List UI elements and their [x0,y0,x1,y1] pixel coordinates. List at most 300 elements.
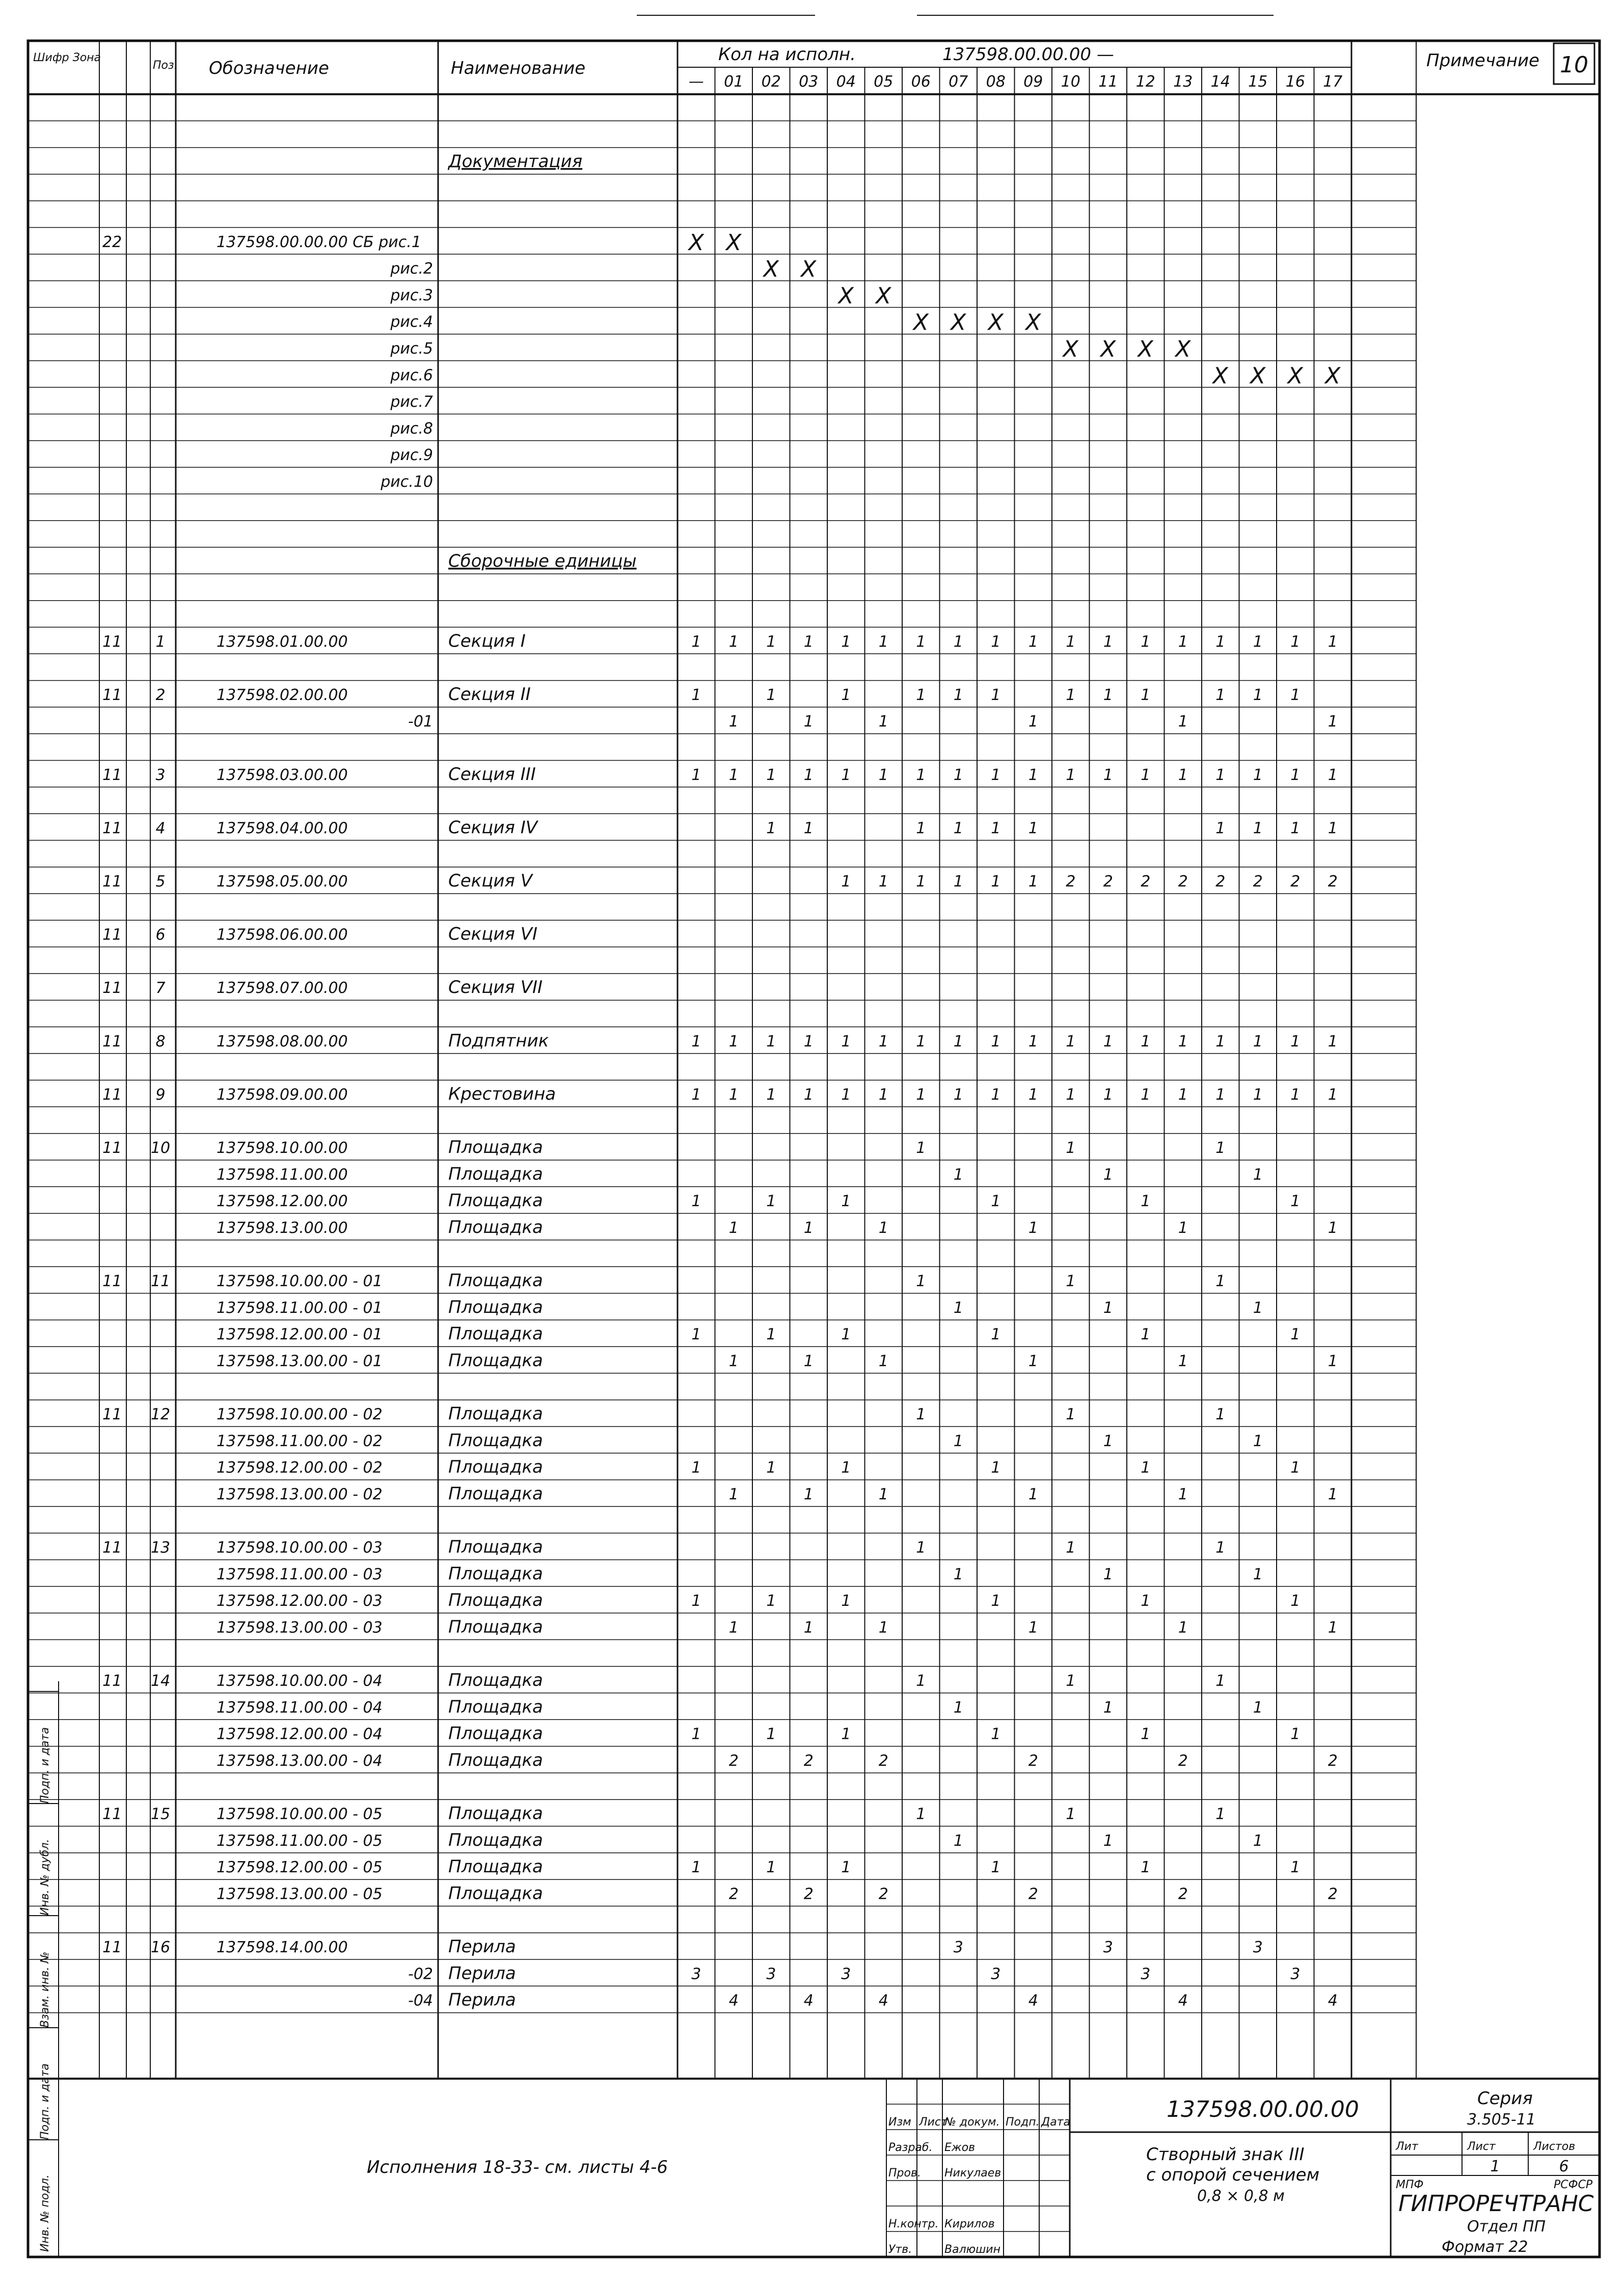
variant-qty: 1 [1141,686,1151,704]
variant-qty: 1 [1290,633,1301,651]
row-designation: 137598.12.00.00 - 05 [216,1859,383,1877]
variant-qty: 1 [991,633,1001,651]
variant-qty: 1 [1290,1326,1301,1344]
variant-qty: 1 [1141,766,1151,784]
variant-qty: 1 [1028,713,1038,731]
variant-qty: 1 [953,1032,963,1051]
variant-qty: 1 [1141,1592,1151,1610]
variant-qty: 1 [841,1086,851,1104]
format-column-header: Шифр Зона [33,51,101,64]
stamp-header: № докум. [944,2116,1000,2129]
variant-qty: 1 [1253,686,1263,704]
variant-mark-x: X [1175,336,1191,362]
variant-qty: 1 [991,1192,1001,1211]
variant-qty: 1 [1328,1086,1338,1104]
variant-qty: 1 [841,1592,851,1610]
variant-qty: 1 [1066,633,1076,651]
row-name: Площадка [448,1297,543,1317]
row-name: Перила [448,1963,516,1984]
row-designation: 137598.13.00.00 - 01 [216,1352,383,1370]
variant-qty: 1 [1103,1432,1113,1450]
variant-qty: 1 [991,873,1001,891]
variant-qty: 1 [691,1326,701,1344]
row-name: Площадка [448,1457,543,1477]
row-name: Секция VI [448,924,537,945]
variant-mark-x: X [763,256,779,283]
section-heading: Сборочные единицы [448,551,637,572]
variant-qty: 1 [1215,1272,1226,1290]
variant-qty: 1 [841,766,851,784]
variant-qty: 1 [991,819,1001,838]
variant-qty: 1 [1066,1086,1076,1104]
variant-qty: 1 [1215,633,1226,651]
variant-qty: 1 [1328,819,1338,838]
variant-header-3: 03 [799,73,819,91]
row-format: 11 [102,979,122,998]
row-name: Площадка [448,1350,543,1371]
row-designation: рис.4 [390,313,433,331]
variant-qty: 1 [878,633,888,651]
variant-qty: 1 [1103,633,1113,651]
side-label: Инв. № дубл. [39,1839,51,1916]
variant-qty: 1 [803,1619,814,1637]
sheet-number: 10 [1560,52,1588,78]
variant-qty: 1 [803,1352,814,1370]
variant-qty: 3 [1103,1939,1113,1956]
row-position: 14 [150,1672,171,1690]
row-name: Секция II [448,684,531,705]
variant-qty: 1 [1066,1539,1076,1557]
variant-qty: 1 [803,1485,814,1503]
variant-qty: 3 [991,1965,1001,1983]
variant-qty: 2 [1028,1752,1038,1770]
variant-qty: 3 [1290,1965,1301,1983]
variant-qty: 1 [1215,1672,1226,1690]
org-department: Отдел ПП [1467,2218,1546,2236]
variant-qty: 1 [991,686,1001,704]
series-value: 3.505-11 [1467,2111,1536,2129]
row-designation: рис.6 [390,366,433,385]
variant-qty: 1 [766,1725,776,1743]
variant-qty: 1 [1028,1485,1038,1503]
variant-qty: 1 [953,1166,963,1184]
variant-header-6: 06 [911,73,931,91]
variant-qty: 1 [691,1459,701,1477]
side-label: Подп. и дата [39,2063,51,2140]
variant-qty: 1 [1028,633,1038,651]
variant-qty: 1 [1215,1139,1226,1157]
row-format: 11 [102,1539,122,1557]
variant-header-1: 01 [724,73,744,91]
row-name: Секция IV [448,817,537,838]
variant-header-8: 08 [986,73,1006,91]
series-label: Серия [1477,2088,1533,2109]
variant-qty: 1 [878,1086,888,1104]
variant-qty: 1 [691,633,701,651]
row-name: Площадка [448,1537,543,1557]
variant-qty: 1 [1028,1352,1038,1370]
variant-header-0: — [688,73,704,91]
variant-qty: 1 [1178,1352,1188,1370]
row-designation: 137598.13.00.00 - 04 [216,1752,383,1770]
variant-qty: 2 [1178,873,1188,891]
variant-qty: 3 [1253,1939,1263,1956]
sheets-value: 6 [1559,2158,1569,2175]
variant-qty: 1 [1178,766,1188,784]
variant-mark-x: X [1325,363,1341,389]
row-name: Площадка [448,1670,543,1690]
variant-qty: 3 [841,1965,851,1983]
row-position: 10 [150,1139,171,1157]
variant-header-2: 02 [761,73,781,91]
variant-qty: 1 [953,766,963,784]
variant-qty: 1 [1103,1832,1113,1850]
stamp-header: Подп. [1006,2116,1040,2129]
stamp-role: Разраб. [888,2141,933,2154]
variant-qty: 1 [1290,1725,1301,1743]
variant-qty: 1 [878,1352,888,1370]
stamp-role: Пров. [888,2167,921,2180]
variant-qty: 1 [691,1192,701,1211]
variant-qty: 1 [1253,1565,1263,1583]
row-designation: рис.7 [390,393,433,411]
variant-mark-x: X [1250,363,1266,389]
variant-qty: 1 [1066,1805,1076,1823]
variant-qty: 1 [1178,1219,1188,1237]
variant-qty: 1 [1178,713,1188,731]
row-designation: 137598.12.00.00 - 03 [216,1592,383,1610]
row-name: Секция I [448,631,526,652]
variant-qty: 1 [878,1485,888,1503]
row-name: Площадка [448,1430,543,1451]
variant-qty: 2 [803,1752,814,1770]
variant-qty: 1 [803,1032,814,1051]
variant-qty: 1 [1178,1032,1188,1051]
variant-mark-x: X [1063,336,1078,362]
variant-qty: 3 [1141,1965,1151,1983]
variant-header-14: 14 [1210,73,1230,91]
variant-qty: 1 [1066,1139,1076,1157]
variant-qty: 1 [916,1406,926,1423]
variant-qty: 1 [841,1725,851,1743]
variant-qty: 3 [953,1939,963,1956]
row-designation: 137598.11.00.00 - 03 [216,1565,383,1583]
variant-qty: 4 [1028,1992,1038,2010]
variant-qty: 2 [1290,873,1301,891]
variant-qty: 1 [953,1832,963,1850]
variant-qty: 1 [1215,686,1226,704]
variant-qty: 1 [1141,1859,1151,1877]
variant-qty: 1 [766,1326,776,1344]
variant-qty: 2 [803,1885,814,1903]
row-name: Площадка [448,1217,543,1238]
note-column-header: Примечание [1426,50,1539,71]
variant-qty: 1 [1290,1459,1301,1477]
row-designation: 137598.02.00.00 [216,686,348,704]
variant-qty: 1 [1103,1086,1113,1104]
row-position: 13 [150,1539,171,1557]
row-name: Площадка [448,1270,543,1291]
row-name: Площадка [448,1483,543,1504]
section-heading: Документация [448,151,583,172]
row-format: 11 [102,1939,122,1956]
row-format: 11 [102,1672,122,1690]
variant-qty: 1 [728,1485,739,1503]
row-name: Площадка [448,1137,543,1158]
variant-qty: 2 [1141,873,1151,891]
variant-qty: 1 [728,713,739,731]
pos-column-header: Поз. [153,59,178,72]
variant-qty: 1 [991,1592,1001,1610]
variant-header-11: 11 [1098,73,1118,91]
variant-qty: 2 [878,1885,888,1903]
variant-qty: 1 [1215,1539,1226,1557]
row-designation: 137598.11.00.00 - 02 [216,1432,383,1450]
variant-qty: 1 [878,873,888,891]
row-format: 11 [102,1406,122,1423]
row-position: 12 [150,1406,171,1423]
variant-qty: 1 [1066,1406,1076,1423]
variant-qty: 1 [916,766,926,784]
variant-qty: 1 [728,766,739,784]
variant-qty: 1 [1141,1459,1151,1477]
variant-qty: 1 [1103,766,1113,784]
row-name: Секция V [448,871,532,891]
variant-qty: 1 [766,1192,776,1211]
row-format: 11 [102,1272,122,1290]
title-line-2: с опорой сечением [1146,2165,1320,2185]
variant-qty: 3 [766,1965,776,1983]
row-designation: 137598.14.00.00 [216,1939,348,1956]
variant-qty: 1 [691,1859,701,1877]
row-name: Площадка [448,1617,543,1637]
sheets-label: Листов [1533,2140,1576,2153]
variant-mark-x: X [801,256,817,283]
row-name: Перила [448,1937,516,1957]
row-format: 11 [102,819,122,838]
variant-header-4: 04 [836,73,856,91]
variant-qty: 1 [841,686,851,704]
variant-qty: 1 [841,1032,851,1051]
variant-mark-x: X [838,283,854,309]
row-designation: 137598.10.00.00 - 05 [216,1805,383,1823]
row-designation: 137598.04.00.00 [216,819,348,838]
variant-qty: 1 [728,1032,739,1051]
stamp-header: Изм [888,2116,911,2129]
row-designation: 137598.08.00.00 [216,1032,348,1051]
sheet-format: Формат 22 [1442,2238,1528,2256]
variant-qty: 1 [803,1086,814,1104]
variant-qty: 2 [1253,873,1263,891]
variant-qty: 1 [1103,1032,1113,1051]
row-designation: 137598.01.00.00 [216,633,348,651]
variant-qty: 4 [803,1992,814,2010]
variant-header-16: 16 [1285,73,1305,91]
variant-qty: 1 [1178,1086,1188,1104]
variant-qty: 1 [1290,819,1301,838]
row-position: 16 [150,1939,171,1956]
qty-base-designation: 137598.00.00.00 — [942,44,1114,65]
variant-header-13: 13 [1173,73,1193,91]
variant-qty: 1 [1028,1619,1038,1637]
variant-header-7: 07 [949,73,968,91]
variant-qty: 1 [1103,1166,1113,1184]
variant-qty: 1 [1253,1699,1263,1717]
row-format: 11 [102,926,122,944]
variant-qty: 1 [1066,766,1076,784]
variant-mark-x: X [688,229,704,256]
row-designation: 137598.00.00.00 СБ рис.1 [216,233,421,251]
variant-qty: 1 [878,713,888,731]
variant-qty: 1 [1290,1859,1301,1877]
row-position: 8 [155,1032,166,1051]
variant-qty: 2 [1178,1885,1188,1903]
variant-qty: 1 [991,1326,1001,1344]
variant-qty: 1 [1103,686,1113,704]
variant-qty: 1 [766,819,776,838]
variant-qty: 1 [953,1432,963,1450]
name-column-header: Наименование [451,58,586,78]
row-name: Секция III [448,764,536,785]
org-name: ГИПРОРЕЧТРАНС [1398,2191,1594,2217]
variant-qty: 1 [803,633,814,651]
variant-qty: 4 [1328,1992,1338,2010]
row-designation: 137598.11.00.00 - 04 [216,1699,383,1717]
variant-qty: 1 [916,873,926,891]
org-republic: РСФСР [1554,2179,1593,2191]
side-label: Подп. и дата [39,1727,51,1804]
variant-qty: 1 [878,1619,888,1637]
variant-qty: 1 [1328,1032,1338,1051]
variant-qty: 1 [1290,1086,1301,1104]
variant-qty: 1 [1215,766,1226,784]
variant-header-5: 05 [874,73,894,91]
variant-qty: 1 [916,1272,926,1290]
variant-qty: 1 [1103,1299,1113,1317]
row-designation: 137598.13.00.00 - 02 [216,1485,383,1503]
row-designation: рис.9 [390,446,433,465]
row-designation: рис.8 [390,419,433,438]
row-designation: 137598.11.00.00 - 05 [216,1832,383,1850]
row-name: Площадка [448,1164,543,1185]
row-designation: -02 [408,1965,433,1983]
variant-header-17: 17 [1323,73,1343,91]
row-designation: 137598.12.00.00 - 02 [216,1459,383,1477]
variant-mark-x: X [876,283,891,309]
row-name: Секция VII [448,977,543,998]
side-label: Взам. инв. № [39,1951,51,2028]
variant-qty: 1 [953,1699,963,1717]
variant-mark-x: X [1138,336,1153,362]
variant-qty: 1 [1178,633,1188,651]
row-position: 3 [155,766,166,784]
row-format: 11 [102,1032,122,1051]
variant-mark-x: X [1100,336,1116,362]
row-name: Перила [448,1989,516,2010]
side-label: Инв. № подл. [39,2174,51,2252]
variant-qty: 1 [1290,766,1301,784]
row-designation: -01 [408,713,433,731]
variant-qty: 2 [1215,873,1226,891]
row-name: Площадка [448,1857,543,1877]
variant-qty: 2 [1028,1885,1038,1903]
variant-qty: 1 [1103,1565,1113,1583]
variant-qty: 1 [1215,819,1226,838]
row-position: 6 [155,926,166,944]
variant-qty: 1 [1103,1699,1113,1717]
variant-qty: 1 [1141,1032,1151,1051]
variant-qty: 1 [878,1219,888,1237]
variant-qty: 1 [1215,1086,1226,1104]
variant-qty: 3 [691,1965,701,1983]
variant-mark-x: X [1025,309,1041,336]
variant-qty: 1 [1141,1326,1151,1344]
variant-qty: 1 [1141,1725,1151,1743]
row-designation: рис.3 [390,286,433,305]
row-name: Площадка [448,1324,543,1344]
drawing-number: 137598.00.00.00 [1167,2096,1359,2122]
variant-qty: 1 [878,766,888,784]
row-designation: 137598.11.00.00 [216,1166,348,1184]
variant-qty: 1 [691,1725,701,1743]
variant-qty: 1 [916,1672,926,1690]
row-name: Площадка [448,1723,543,1744]
row-position: 1 [155,633,166,651]
variant-qty: 1 [916,633,926,651]
variant-mark-x: X [988,309,1004,336]
row-position: 5 [155,873,166,891]
variant-qty: 1 [1028,819,1038,838]
row-designation: 137598.10.00.00 - 03 [216,1539,383,1557]
variant-qty: 1 [1253,819,1263,838]
qty-title: Кол на исполн. [718,44,856,65]
row-format: 11 [102,633,122,651]
variant-mark-x: X [1212,363,1228,389]
row-format: 11 [102,1139,122,1157]
variant-qty: 2 [1328,1885,1338,1903]
variant-qty: 1 [766,686,776,704]
variant-qty: 1 [841,1859,851,1877]
variant-qty: 1 [991,1086,1001,1104]
row-position: 2 [155,686,166,704]
row-position: 7 [155,979,166,998]
variant-qty: 1 [916,1805,926,1823]
variant-qty: 1 [728,1619,739,1637]
variant-qty: 2 [1178,1752,1188,1770]
variant-qty: 1 [691,1592,701,1610]
variant-qty: 1 [1328,1352,1338,1370]
row-designation: 137598.10.00.00 - 04 [216,1672,383,1690]
variant-qty: 1 [691,1032,701,1051]
variant-qty: 1 [1328,766,1338,784]
row-designation: 137598.05.00.00 [216,873,348,891]
variant-qty: 1 [728,1352,739,1370]
variant-header-10: 10 [1061,73,1080,91]
variant-qty: 1 [991,1459,1001,1477]
variant-qty: 1 [1328,633,1338,651]
variant-qty: 1 [803,1219,814,1237]
variant-qty: 1 [1178,1485,1188,1503]
variant-qty: 4 [878,1992,888,2010]
variant-qty: 1 [916,1032,926,1051]
row-position: 9 [155,1086,166,1104]
org-ministry: МПФ [1396,2179,1424,2191]
row-designation: 137598.12.00.00 - 01 [216,1326,383,1344]
variant-qty: 1 [691,766,701,784]
row-name: Площадка [448,1190,543,1211]
row-format: 11 [102,873,122,891]
variant-qty: 1 [916,1086,926,1104]
